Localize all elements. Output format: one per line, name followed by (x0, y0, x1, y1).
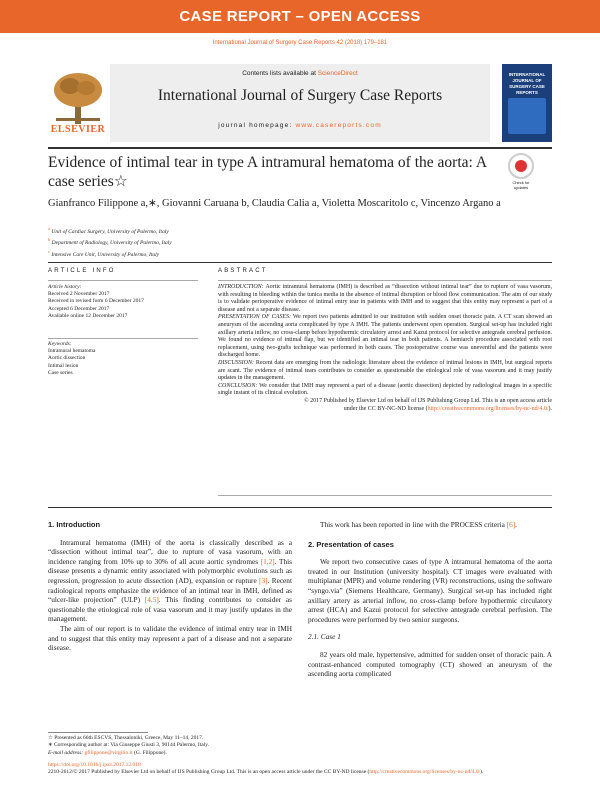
abstract-divider (218, 280, 552, 281)
intro-paragraph-2: The aim of our report is to validate the evidence of intimal entry tear in IMH and to suggest that this entity may represent a part of a disease and not a separate disease. (48, 623, 292, 653)
abstract-license: under the CC BY-NC-ND license (http://creativecommons.org/licenses/by-nc-nd/4.0/). (343, 405, 552, 412)
cover-title: INTERNATIONAL JOURNAL OF SURGERY CASE REPORTS (508, 72, 546, 95)
affiliation-item: $^b$ Department of Radiology, University of Palermo, Italy (48, 237, 172, 247)
journal-title: International Journal of Surgery Case Reports (157, 87, 443, 104)
abstract-end-divider (218, 495, 552, 496)
affiliation-item: $^a$ Unit of Cardiac Surgery, University of Palermo, Italy (48, 226, 169, 235)
publisher-logo-text: ELSEVIER (50, 124, 106, 135)
history-item: Received in revised form 6 December 2017 (48, 298, 144, 305)
history-item: Received 2 November 2017 (48, 291, 110, 298)
elsevier-tree-logo-icon (48, 70, 108, 132)
journal-info-box (110, 64, 490, 142)
email-link[interactable]: gfilippone@virgilio.it (84, 749, 133, 756)
cases-paragraph: We report two consecutive cases of type A intramural hematoma of the aorta treated in our Institution (university hospital). CT images were evaluated with multiplanar (MPR) and volume rendering (VR) reconstructions, using the software “syngo.via” (Siemens Healthcare, Germany). Surgical set-up has included right axillary artery as arterial inflow, no cross-clamp before hypothermic circulatory arrest (HCA) and Kazui protocol for selective antegrade cerebral perfusion. The procedures were performed by two senior surgeons. (308, 557, 552, 624)
abstract-conclusion: CONCLUSION: We consider that IMH may represent a part of a disease (aortic dissection) depicted by radiological images in a specific single instant of its clinical evolution. (218, 382, 552, 397)
check-for-updates-badge[interactable] (506, 153, 536, 190)
article-info-divider (48, 280, 198, 281)
page-footer (48, 762, 552, 776)
footer-license-link[interactable]: http://creativecommons.org/licenses/by-nc-nd/4.0/ (369, 769, 481, 776)
case1-heading: 2.1. Case 1 (308, 632, 341, 642)
reference-link[interactable]: [3] (259, 575, 268, 585)
license-link[interactable]: http://creativecommons.org/licenses/by-nc-nd/4.0/ (427, 405, 549, 412)
keywords-divider (48, 338, 198, 339)
keywords (48, 341, 198, 377)
keyword-item: Case series (48, 369, 73, 376)
check-for-updates-label: Check for updates (512, 180, 530, 190)
journal-cover-thumbnail (502, 64, 552, 142)
abstract-presentation: PRESENTATION OF CASES: We report two patients admitted to our institution with sudden onset thoracic pain. A CT scan showed an aneurysm of the ascending aorta complicated by type A IMH. The patients underwent open operation. Surgical set-up has included right axillary arteria inflow, no cross-clamp before hypothermic circulatory arrest and Kazui protocol for selective antegrade cerebral perfusion. We found no evidence of intimal flap, but we identified an intimal tear in both patients. A hemiarch procedure associated with root replacement, using two-grafts technique was performed in both cases. The postoperative course was uneventful and the patients were discharged home. (218, 314, 553, 359)
author-list: Gianfranco Filippone a,∗, Giovanni Caruana b, Claudia Calia a, Violetta Moscaritolo c, Vincenzo Argano a (48, 198, 501, 209)
abstract-body (218, 284, 552, 413)
header-divider (48, 147, 552, 149)
abstract-discussion: DISCUSSION: Recent data are emerging from the radiologic literature about the evidence of intimal lesions in IMH, but surgical reports are scant. The evidence of intimal tears contributes to consider as questionable the etiological role of vasa vasorum and it may justify updates in the management. (218, 359, 552, 382)
keywords-heading: Keywords: (48, 341, 72, 347)
left-column (48, 520, 292, 653)
article-history (48, 284, 198, 320)
keyword-item: Aortic dissection (48, 355, 86, 362)
affiliations (48, 225, 348, 259)
intro-paragraph-1: Intramural hematoma (IMH) of the aorta is classically described as a “dissection without intimal tear”, due to rupture of vasa vasorum, with an incidence ranging from 10% up to 30% of all acute aortic syndromes [1,2]. This disease presents a dynamic entity associated with polymorphic evolutions such as regression, progression to acute dissection (AD), expansion or rupture [3]. Recent radiological reports emphasize the evidence of an intimal tear in IMH, defined as “ulcer-like projection” (ULP) [4,5]. This finding contributes to consider as questionable the etiological role of vasa vasorum and it may justify updates in the management. (48, 537, 292, 624)
body-divider (48, 507, 552, 508)
process-paragraph: This work has been reported in line with the PROCESS criteria [6]. (320, 520, 517, 529)
reference-link[interactable]: [1,2] (260, 556, 275, 566)
history-item: Available online 12 December 2017 (48, 312, 128, 319)
homepage-link[interactable]: www.casereports.com (295, 122, 382, 129)
keyword-item: Intimal lesion (48, 362, 79, 369)
footnote-divider (48, 732, 148, 733)
presentation-heading: 2. Presentation of cases (308, 539, 394, 549)
corresponding-author-footnote: ∗ Corresponding author at: Via Giuseppe Giusti 3, 90144 Palermo, Italy. (48, 742, 210, 749)
right-column (308, 520, 552, 679)
section-divider (48, 262, 552, 263)
abstract-copyright: © 2017 Published by Elsevier Ltd on behalf of IJS Publishing Group Ltd. This is an open access article (304, 397, 552, 404)
open-access-banner: CASE REPORT – OPEN ACCESS (0, 0, 600, 33)
article-title: Evidence of intimal tear in type A intramural hematoma of the aorta: A case series☆ (48, 154, 487, 190)
abstract-heading: ABSTRACT (218, 268, 268, 274)
cover-image (508, 98, 546, 134)
article-info-heading: ARTICLE INFO (48, 268, 116, 274)
footer-license: 2210-2612/© 2017 Published by Elsevier Ltd on behalf of IJS Publishing Group Ltd. This is an open access article under the CC BY-ND license (http://creativecommons.org/licenses/by-nc-nd/4.0/). (48, 769, 484, 776)
email-footnote: E-mail address: gfilippone@virgilio.it (G. Filippone). (48, 749, 167, 756)
journal-header (48, 64, 552, 144)
doi-link[interactable]: https://doi.org/10.1016/j.ijscr.2017.12.018 (48, 762, 141, 768)
abstract-introduction: INTRODUCTION: Aortic intramural hematoma (IMH) is described as “dissection without intimal tear” due to rupture of vasa vasorum, with resulting in bleeding within the tunica media in the absence of intimal disruption or blood flow communication. The aim of our study is to validate perioperative evidence of intimal entry tear in patients with IMH and to suggest that this entity may represent a part of a disease and not a separate disease. (218, 284, 552, 313)
keyword-item: Intramural hematoma (48, 348, 96, 355)
journal-homepage: journal homepage: www.casereports.com (218, 122, 382, 129)
journal-citation[interactable]: International Journal of Surgery Case Reports 42 (2018) 179–181 (212, 40, 388, 46)
history-heading: Article history: (48, 284, 82, 290)
presentation-footnote: ☆ Presented as 66th ESCVS, Thessaloniki, Greece, May 11–14, 2017. (48, 735, 204, 741)
sciencedirect-link[interactable]: ScienceDirect (317, 70, 358, 77)
check-for-updates-icon (508, 153, 534, 179)
case1-paragraph: 82 years old male, hypertensive, admitted for sudden onset of thoracic pain. A contrast-enhanced computed tomography (CT) showed an aneurysm of the ascending aorta complicated (308, 649, 552, 679)
reference-link[interactable]: [6] (506, 520, 516, 529)
contents-line: Contents lists available at ScienceDirect (242, 70, 358, 77)
footnotes (48, 735, 348, 757)
introduction-heading: 1. Introduction (48, 520, 101, 529)
history-item: Accepted 6 December 2017 (48, 305, 110, 312)
reference-link[interactable]: [4,5] (144, 595, 159, 605)
affiliation-item: $^c$ Intensive Care Unit, University of Palermo, Italy (48, 248, 160, 258)
